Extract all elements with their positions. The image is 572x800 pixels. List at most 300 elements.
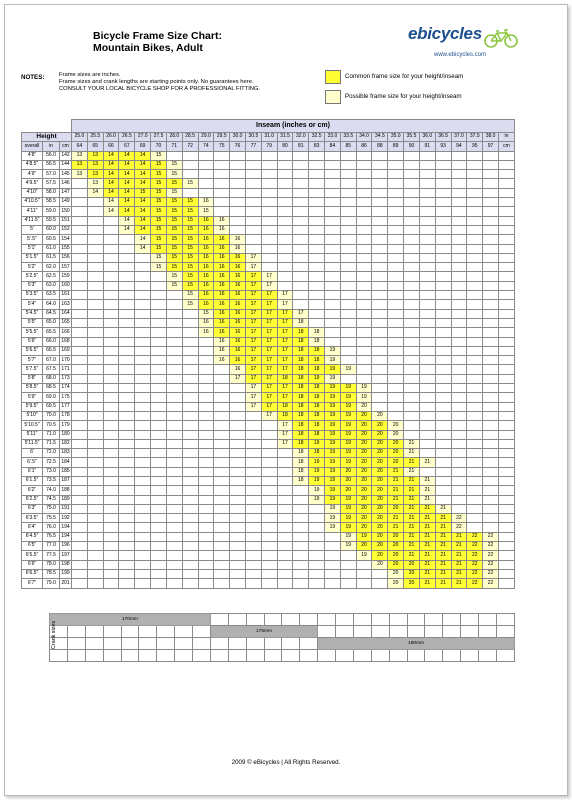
height-overall-cell: 6'7" bbox=[22, 579, 43, 588]
frame-size-cell bbox=[293, 300, 309, 309]
frame-size-common: 16 bbox=[214, 253, 230, 262]
frame-size-cell bbox=[198, 514, 214, 523]
frame-size-cell bbox=[451, 374, 467, 383]
frame-size-cell bbox=[151, 411, 167, 420]
logo-url[interactable]: www.ebicycles.com bbox=[434, 52, 487, 58]
frame-size-cell bbox=[87, 430, 103, 439]
frame-size-cell bbox=[72, 495, 88, 504]
crank-cell bbox=[193, 638, 211, 650]
frame-size-common: 17 bbox=[245, 309, 261, 318]
frame-size-possible: 17 bbox=[261, 411, 277, 420]
frame-size-common: 21 bbox=[404, 504, 420, 513]
frame-size-possible: 19 bbox=[340, 532, 356, 541]
frame-size-cell bbox=[435, 402, 451, 411]
frame-size-possible: 17 bbox=[245, 402, 261, 411]
frame-size-common: 22 bbox=[467, 532, 483, 541]
height-cm-cell: 178 bbox=[60, 411, 72, 420]
frame-size-cell bbox=[261, 476, 277, 485]
frame-size-cell bbox=[325, 198, 341, 207]
frame-size-cell bbox=[230, 160, 246, 169]
frame-size-cell bbox=[135, 476, 151, 485]
table-row bbox=[22, 151, 515, 160]
crank-cell bbox=[228, 614, 246, 626]
height-cm-cell: 169 bbox=[60, 346, 72, 355]
frame-size-cell bbox=[72, 458, 88, 467]
height-in-cell: 73.0 bbox=[43, 467, 60, 476]
frame-size-cell bbox=[467, 421, 483, 430]
crank-cell bbox=[318, 650, 336, 662]
frame-size-cell bbox=[435, 151, 451, 160]
table-row bbox=[22, 579, 515, 588]
frame-size-common: 20 bbox=[356, 421, 372, 430]
frame-size-common: 14 bbox=[135, 151, 151, 160]
height-in-cell: 67.5 bbox=[43, 365, 60, 374]
frame-size-cell bbox=[293, 281, 309, 290]
frame-size-common: 19 bbox=[340, 430, 356, 439]
frame-size-cell bbox=[87, 337, 103, 346]
frame-size-cell bbox=[404, 179, 420, 188]
frame-size-cell bbox=[325, 328, 341, 337]
frame-size-cell bbox=[435, 216, 451, 225]
frame-size-cell bbox=[483, 402, 499, 411]
frame-size-cell bbox=[483, 160, 499, 169]
frame-size-common: 19 bbox=[309, 476, 325, 485]
frame-size-cell bbox=[498, 532, 514, 541]
frame-size-cell bbox=[293, 272, 309, 281]
frame-size-cell bbox=[467, 198, 483, 207]
frame-size-cell bbox=[261, 151, 277, 160]
frame-size-cell bbox=[151, 300, 167, 309]
frame-size-possible: 21 bbox=[419, 486, 435, 495]
frame-size-cell bbox=[356, 198, 372, 207]
frame-size-cell bbox=[245, 551, 261, 560]
frame-size-cell bbox=[72, 179, 88, 188]
height-in-cell: 66.0 bbox=[43, 337, 60, 346]
frame-size-cell bbox=[435, 281, 451, 290]
frame-size-cell bbox=[198, 411, 214, 420]
frame-size-cell bbox=[166, 504, 182, 513]
frame-size-cell bbox=[198, 384, 214, 393]
frame-size-cell bbox=[435, 449, 451, 458]
frame-size-cell bbox=[372, 374, 388, 383]
frame-size-cell bbox=[87, 300, 103, 309]
frame-size-common: 19 bbox=[340, 449, 356, 458]
frame-size-cell bbox=[135, 374, 151, 383]
frame-size-cell bbox=[498, 281, 514, 290]
frame-size-cell bbox=[372, 579, 388, 588]
frame-size-cell bbox=[87, 504, 103, 513]
frame-size-cell bbox=[277, 281, 293, 290]
frame-size-cell bbox=[404, 430, 420, 439]
frame-size-common: 20 bbox=[372, 421, 388, 430]
frame-size-common: 16 bbox=[198, 216, 214, 225]
height-overall-cell: 6'6.5" bbox=[22, 569, 43, 578]
frame-size-cell bbox=[419, 309, 435, 318]
crank-cell bbox=[336, 650, 354, 662]
frame-size-common: 14 bbox=[135, 216, 151, 225]
frame-size-cell bbox=[467, 439, 483, 448]
frame-size-cell bbox=[388, 300, 404, 309]
frame-size-cell bbox=[245, 467, 261, 476]
crank-cell bbox=[103, 650, 121, 662]
frame-size-cell bbox=[198, 430, 214, 439]
frame-size-cell bbox=[435, 207, 451, 216]
table-row bbox=[22, 476, 515, 485]
frame-size-cell bbox=[435, 179, 451, 188]
frame-size-common: 17 bbox=[277, 309, 293, 318]
frame-size-cell bbox=[135, 356, 151, 365]
frame-size-cell bbox=[87, 411, 103, 420]
crank-cell bbox=[282, 650, 300, 662]
frame-size-cell bbox=[483, 235, 499, 244]
frame-size-cell bbox=[340, 328, 356, 337]
height-overall-cell: 6' bbox=[22, 449, 43, 458]
crank-cell bbox=[157, 638, 175, 650]
inseam-cm-header: 83 bbox=[309, 142, 325, 151]
frame-size-cell bbox=[372, 309, 388, 318]
frame-size-cell bbox=[103, 365, 119, 374]
inseam-cm-header: 76 bbox=[230, 142, 246, 151]
frame-size-cell bbox=[245, 579, 261, 588]
table-row bbox=[22, 235, 515, 244]
frame-size-possible: 13 bbox=[72, 151, 88, 160]
frame-size-cell bbox=[467, 225, 483, 234]
frame-size-cell bbox=[182, 170, 198, 179]
frame-size-cell bbox=[388, 225, 404, 234]
height-in-cell: 76.5 bbox=[43, 532, 60, 541]
crank-cell bbox=[121, 626, 139, 638]
crank-row bbox=[50, 626, 515, 638]
frame-size-common: 20 bbox=[356, 430, 372, 439]
frame-size-cell bbox=[451, 439, 467, 448]
frame-size-cell bbox=[72, 207, 88, 216]
frame-size-cell bbox=[72, 449, 88, 458]
frame-size-cell bbox=[277, 551, 293, 560]
frame-size-common: 21 bbox=[451, 569, 467, 578]
crank-cell bbox=[103, 638, 121, 650]
frame-size-cell bbox=[230, 476, 246, 485]
frame-size-common: 16 bbox=[198, 263, 214, 272]
height-overall-cell: 4'8" bbox=[22, 151, 43, 160]
table-row bbox=[22, 198, 515, 207]
crank-sizes-label bbox=[47, 614, 61, 660]
height-cm-cell: 155 bbox=[60, 244, 72, 253]
frame-size-cell bbox=[498, 384, 514, 393]
crank-cell bbox=[353, 614, 371, 626]
frame-size-cell bbox=[103, 476, 119, 485]
frame-size-cell bbox=[182, 476, 198, 485]
frame-size-cell bbox=[135, 495, 151, 504]
crank-cell bbox=[246, 650, 264, 662]
frame-size-common: 18 bbox=[293, 411, 309, 420]
frame-size-cell bbox=[467, 411, 483, 420]
page-title bbox=[93, 30, 222, 54]
inseam-inch-header: 32.5 bbox=[309, 133, 325, 142]
height-cm-cell: 166 bbox=[60, 328, 72, 337]
frame-size-cell bbox=[198, 439, 214, 448]
frame-size-cell bbox=[245, 514, 261, 523]
frame-size-cell bbox=[277, 569, 293, 578]
frame-size-cell bbox=[103, 337, 119, 346]
frame-size-cell bbox=[166, 365, 182, 374]
table-row bbox=[22, 291, 515, 300]
table-row bbox=[22, 514, 515, 523]
frame-size-cell bbox=[325, 532, 341, 541]
frame-size-common: 18 bbox=[293, 402, 309, 411]
frame-size-cell bbox=[309, 160, 325, 169]
frame-size-cell bbox=[498, 421, 514, 430]
frame-size-cell bbox=[372, 151, 388, 160]
frame-size-common: 20 bbox=[340, 467, 356, 476]
height-cm-cell: 165 bbox=[60, 318, 72, 327]
frame-size-cell bbox=[103, 514, 119, 523]
frame-size-cell bbox=[72, 365, 88, 374]
inseam-cm-header: 64 bbox=[72, 142, 88, 151]
frame-size-cell bbox=[356, 309, 372, 318]
frame-size-cell bbox=[72, 393, 88, 402]
crank-cell bbox=[461, 650, 479, 662]
frame-size-possible: 17 bbox=[277, 291, 293, 300]
ebicycles-logo[interactable] bbox=[408, 24, 520, 64]
frame-size-cell bbox=[388, 235, 404, 244]
frame-size-common: 19 bbox=[325, 476, 341, 485]
frame-size-possible: 18 bbox=[309, 328, 325, 337]
frame-size-cell bbox=[166, 495, 182, 504]
frame-size-cell bbox=[340, 551, 356, 560]
frame-size-common: 16 bbox=[214, 244, 230, 253]
inseam-cm-header: 74 bbox=[198, 142, 214, 151]
table-row bbox=[22, 272, 515, 281]
frame-size-cell bbox=[135, 402, 151, 411]
frame-size-cell bbox=[498, 411, 514, 420]
table-row bbox=[22, 160, 515, 169]
frame-size-cell bbox=[309, 504, 325, 513]
height-cm-cell: 150 bbox=[60, 207, 72, 216]
frame-size-cell bbox=[119, 476, 135, 485]
frame-size-cell bbox=[214, 523, 230, 532]
frame-size-cell bbox=[467, 449, 483, 458]
height-in-cell: 57.0 bbox=[43, 170, 60, 179]
frame-size-common: 16 bbox=[198, 291, 214, 300]
frame-size-possible: 15 bbox=[166, 188, 182, 197]
frame-size-cell bbox=[230, 421, 246, 430]
frame-size-common: 15 bbox=[166, 235, 182, 244]
frame-size-common: 19 bbox=[325, 402, 341, 411]
crank-cell bbox=[175, 626, 193, 638]
frame-size-common: 19 bbox=[325, 495, 341, 504]
frame-size-common: 17 bbox=[277, 346, 293, 355]
frame-size-cell bbox=[372, 356, 388, 365]
frame-size-cell bbox=[435, 486, 451, 495]
frame-size-cell bbox=[451, 225, 467, 234]
frame-size-cell bbox=[119, 337, 135, 346]
height-overall-cell: 5'1.5" bbox=[22, 253, 43, 262]
frame-size-cell bbox=[87, 551, 103, 560]
table-row bbox=[22, 188, 515, 197]
frame-size-cell bbox=[182, 160, 198, 169]
frame-size-cell bbox=[182, 346, 198, 355]
table-row bbox=[22, 467, 515, 476]
frame-size-cell bbox=[372, 188, 388, 197]
inseam-cm-header: 66 bbox=[103, 142, 119, 151]
height-in-cell: 70.5 bbox=[43, 421, 60, 430]
frame-size-cell bbox=[340, 300, 356, 309]
frame-size-common: 17 bbox=[245, 328, 261, 337]
frame-size-possible: 22 bbox=[483, 560, 499, 569]
height-in-cell: 75.5 bbox=[43, 514, 60, 523]
frame-size-cell bbox=[277, 170, 293, 179]
frame-size-common: 15 bbox=[166, 179, 182, 188]
frame-size-common: 19 bbox=[340, 421, 356, 430]
frame-size-common: 20 bbox=[356, 542, 372, 551]
frame-size-cell bbox=[135, 514, 151, 523]
frame-size-cell bbox=[419, 337, 435, 346]
frame-size-cell bbox=[325, 551, 341, 560]
frame-size-cell bbox=[483, 421, 499, 430]
frame-size-possible: 21 bbox=[404, 449, 420, 458]
frame-size-cell bbox=[182, 151, 198, 160]
frame-size-cell bbox=[483, 244, 499, 253]
frame-size-common: 21 bbox=[419, 514, 435, 523]
frame-size-cell bbox=[182, 393, 198, 402]
frame-size-cell bbox=[467, 216, 483, 225]
frame-size-cell bbox=[87, 384, 103, 393]
frame-size-cell bbox=[356, 569, 372, 578]
inseam-cm-header: 77 bbox=[245, 142, 261, 151]
frame-size-cell bbox=[103, 300, 119, 309]
frame-size-cell bbox=[483, 281, 499, 290]
frame-size-cell bbox=[498, 207, 514, 216]
frame-size-cell bbox=[483, 467, 499, 476]
frame-size-cell bbox=[245, 458, 261, 467]
frame-size-cell bbox=[388, 365, 404, 374]
height-cm-cell: 191 bbox=[60, 504, 72, 513]
frame-size-cell bbox=[245, 160, 261, 169]
frame-size-cell bbox=[467, 384, 483, 393]
frame-size-possible: 17 bbox=[277, 300, 293, 309]
frame-size-cell bbox=[87, 523, 103, 532]
inseam-cm-header: 69 bbox=[135, 142, 151, 151]
frame-size-cell bbox=[135, 560, 151, 569]
frame-size-common: 18 bbox=[293, 346, 309, 355]
frame-size-cell bbox=[404, 235, 420, 244]
frame-size-cell bbox=[166, 449, 182, 458]
height-in-cell: 72.0 bbox=[43, 449, 60, 458]
frame-size-cell bbox=[404, 337, 420, 346]
table-row bbox=[22, 216, 515, 225]
frame-size-cell bbox=[419, 160, 435, 169]
frame-size-common: 15 bbox=[151, 160, 167, 169]
frame-size-common: 15 bbox=[182, 198, 198, 207]
inseam-inch-header: 29.5 bbox=[214, 133, 230, 142]
frame-size-cell bbox=[293, 532, 309, 541]
frame-size-cell bbox=[103, 384, 119, 393]
frame-size-possible: 19 bbox=[309, 486, 325, 495]
table-row bbox=[22, 309, 515, 318]
frame-size-common: 19 bbox=[309, 467, 325, 476]
frame-size-common: 16 bbox=[198, 253, 214, 262]
height-in-cell: 75.0 bbox=[43, 504, 60, 513]
frame-size-cell bbox=[404, 207, 420, 216]
frame-size-cell bbox=[404, 356, 420, 365]
height-overall-cell: 6'4.5" bbox=[22, 532, 43, 541]
frame-size-possible: 16 bbox=[214, 225, 230, 234]
frame-size-cell bbox=[325, 309, 341, 318]
frame-size-possible: 19 bbox=[325, 374, 341, 383]
frame-size-common: 17 bbox=[261, 309, 277, 318]
frame-size-cell bbox=[277, 207, 293, 216]
frame-size-cell bbox=[483, 476, 499, 485]
height-overall-cell: 5'6.5" bbox=[22, 346, 43, 355]
frame-size-cell bbox=[277, 532, 293, 541]
inseam-inch-header: 34.5 bbox=[372, 133, 388, 142]
height-overall-cell: 4'10" bbox=[22, 188, 43, 197]
frame-size-cell bbox=[388, 188, 404, 197]
frame-size-cell bbox=[483, 458, 499, 467]
frame-size-cell bbox=[87, 318, 103, 327]
frame-size-cell bbox=[467, 476, 483, 485]
height-cm-cell: 159 bbox=[60, 272, 72, 281]
frame-size-cell bbox=[467, 430, 483, 439]
frame-size-cell bbox=[119, 235, 135, 244]
frame-size-cell bbox=[230, 449, 246, 458]
frame-size-cell bbox=[388, 216, 404, 225]
frame-size-possible: 18 bbox=[293, 467, 309, 476]
frame-size-cell bbox=[151, 551, 167, 560]
frame-size-cell bbox=[261, 569, 277, 578]
frame-size-cell bbox=[325, 542, 341, 551]
crank-cell bbox=[300, 614, 318, 626]
frame-size-cell bbox=[230, 486, 246, 495]
height-cm-cell: 180 bbox=[60, 430, 72, 439]
frame-size-cell bbox=[103, 225, 119, 234]
frame-size-possible: 20 bbox=[388, 569, 404, 578]
frame-size-cell bbox=[245, 430, 261, 439]
table-row bbox=[22, 411, 515, 420]
frame-size-cell bbox=[404, 365, 420, 374]
frame-size-cell bbox=[119, 504, 135, 513]
frame-size-cell bbox=[340, 281, 356, 290]
frame-size-cell bbox=[151, 532, 167, 541]
frame-size-cell bbox=[135, 346, 151, 355]
frame-size-cell bbox=[245, 411, 261, 420]
frame-size-cell bbox=[166, 337, 182, 346]
frame-size-cell bbox=[166, 560, 182, 569]
frame-size-cell bbox=[309, 281, 325, 290]
height-overall-cell: 5'2" bbox=[22, 263, 43, 272]
frame-size-cell bbox=[309, 300, 325, 309]
frame-size-common: 20 bbox=[388, 439, 404, 448]
frame-size-common: 17 bbox=[245, 356, 261, 365]
height-in-cell: 65.0 bbox=[43, 318, 60, 327]
height-in-cell: 74.5 bbox=[43, 495, 60, 504]
frame-size-cell bbox=[404, 309, 420, 318]
frame-size-cell bbox=[261, 430, 277, 439]
frame-size-cell bbox=[151, 309, 167, 318]
height-in-cell: 74.0 bbox=[43, 486, 60, 495]
inseam-inch-header: 31.5 bbox=[277, 133, 293, 142]
inseam-cm-header: 70 bbox=[151, 142, 167, 151]
table-row bbox=[22, 560, 515, 569]
frame-size-common: 18 bbox=[277, 411, 293, 420]
frame-size-cell bbox=[72, 384, 88, 393]
frame-size-cell bbox=[483, 411, 499, 420]
frame-size-possible: 18 bbox=[293, 449, 309, 458]
frame-size-cell bbox=[498, 179, 514, 188]
frame-size-cell bbox=[230, 207, 246, 216]
frame-size-possible: 13 bbox=[72, 170, 88, 179]
frame-size-cell bbox=[435, 458, 451, 467]
